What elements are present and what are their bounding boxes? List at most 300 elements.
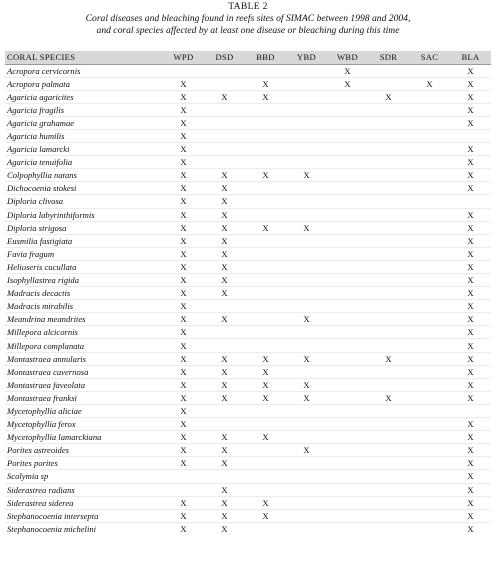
mark-cell-wpd: X — [163, 365, 204, 378]
mark-cell-bbd — [245, 300, 286, 313]
mark-cell-ybd — [286, 274, 327, 287]
species-name: Meandrina meandrites — [5, 313, 163, 326]
mark-cell-wbd — [327, 90, 368, 103]
mark-cell-ybd — [286, 470, 327, 483]
species-name: Dichocoenia stokesi — [5, 182, 163, 195]
species-name: Isophyllastrea rigida — [5, 274, 163, 287]
species-name: Favia fragum — [5, 247, 163, 260]
table-title: TABLE 2 — [228, 1, 268, 12]
mark-cell-wpd — [163, 483, 204, 496]
mark-cell-wbd — [327, 287, 368, 300]
mark-cell-sac — [409, 352, 450, 365]
mark-cell-dsd — [204, 77, 245, 90]
species-name: Porites porites — [5, 457, 163, 470]
species-name: Porites astreoides — [5, 444, 163, 457]
mark-cell-wpd: X — [163, 260, 204, 273]
mark-cell-ybd: X — [286, 444, 327, 457]
mark-cell-bbd — [245, 287, 286, 300]
table-header-row — [5, 51, 491, 64]
mark-cell-bla: X — [450, 365, 491, 378]
mark-cell-sdr — [368, 129, 409, 142]
mark-cell-bla — [450, 195, 491, 208]
mark-cell-wbd — [327, 313, 368, 326]
mark-cell-sac — [409, 182, 450, 195]
mark-cell-bla: X — [450, 391, 491, 404]
mark-cell-bbd — [245, 457, 286, 470]
mark-cell-dsd: X — [204, 444, 245, 457]
mark-cell-sac — [409, 221, 450, 234]
table-row — [5, 352, 491, 365]
mark-cell-dsd: X — [204, 431, 245, 444]
mark-cell-wpd: X — [163, 182, 204, 195]
mark-cell-wpd: X — [163, 274, 204, 287]
species-name: Agaricia fragilis — [5, 103, 163, 116]
mark-cell-wbd — [327, 326, 368, 339]
mark-cell-wbd — [327, 378, 368, 391]
mark-cell-sdr — [368, 287, 409, 300]
mark-cell-bla: X — [450, 287, 491, 300]
mark-cell-ybd — [286, 522, 327, 535]
mark-cell-dsd: X — [204, 260, 245, 273]
mark-cell-ybd — [286, 195, 327, 208]
mark-cell-wbd: X — [327, 64, 368, 77]
mark-cell-wbd — [327, 300, 368, 313]
column-header-dsd: DSD — [204, 51, 245, 64]
mark-cell-ybd — [286, 496, 327, 509]
mark-cell-wpd: X — [163, 418, 204, 431]
mark-cell-dsd — [204, 326, 245, 339]
mark-cell-bbd — [245, 404, 286, 417]
table-row — [5, 444, 491, 457]
mark-cell-ybd — [286, 129, 327, 142]
mark-cell-sdr — [368, 470, 409, 483]
mark-cell-wbd — [327, 444, 368, 457]
mark-cell-bbd — [245, 444, 286, 457]
mark-cell-ybd: X — [286, 221, 327, 234]
mark-cell-wbd — [327, 352, 368, 365]
mark-cell-wbd — [327, 274, 368, 287]
mark-cell-ybd: X — [286, 378, 327, 391]
table-row — [5, 103, 491, 116]
mark-cell-wpd: X — [163, 208, 204, 221]
mark-cell-sdr — [368, 116, 409, 129]
mark-cell-wpd: X — [163, 378, 204, 391]
mark-cell-sdr — [368, 431, 409, 444]
mark-cell-wpd: X — [163, 431, 204, 444]
mark-cell-wbd — [327, 208, 368, 221]
mark-cell-bbd — [245, 313, 286, 326]
mark-cell-wpd: X — [163, 313, 204, 326]
mark-cell-bla: X — [450, 260, 491, 273]
mark-cell-bbd: X — [245, 90, 286, 103]
table-row — [5, 208, 491, 221]
column-header-sdr: SDR — [368, 51, 409, 64]
species-name: Acropora palmata — [5, 77, 163, 90]
mark-cell-sdr — [368, 103, 409, 116]
mark-cell-sac — [409, 457, 450, 470]
mark-cell-bla: X — [450, 234, 491, 247]
mark-cell-wbd — [327, 404, 368, 417]
mark-cell-ybd — [286, 365, 327, 378]
mark-cell-sdr — [368, 247, 409, 260]
mark-cell-bbd — [245, 326, 286, 339]
species-name: Millepora alcicornis — [5, 326, 163, 339]
mark-cell-dsd: X — [204, 169, 245, 182]
mark-cell-wbd — [327, 182, 368, 195]
mark-cell-sdr — [368, 234, 409, 247]
mark-cell-ybd — [286, 116, 327, 129]
mark-cell-dsd — [204, 143, 245, 156]
mark-cell-wbd — [327, 431, 368, 444]
mark-cell-bbd: X — [245, 509, 286, 522]
mark-cell-dsd: X — [204, 391, 245, 404]
mark-cell-wpd: X — [163, 391, 204, 404]
mark-cell-dsd — [204, 404, 245, 417]
mark-cell-wpd: X — [163, 90, 204, 103]
mark-cell-bla: X — [450, 470, 491, 483]
species-name: Madracis decactis — [5, 287, 163, 300]
mark-cell-bbd — [245, 234, 286, 247]
table-row — [5, 143, 491, 156]
mark-cell-sac — [409, 208, 450, 221]
mark-cell-wpd: X — [163, 103, 204, 116]
mark-cell-wpd: X — [163, 234, 204, 247]
mark-cell-dsd — [204, 339, 245, 352]
mark-cell-sdr — [368, 326, 409, 339]
mark-cell-bla: X — [450, 247, 491, 260]
mark-cell-sac — [409, 247, 450, 260]
mark-cell-ybd — [286, 431, 327, 444]
table-row — [5, 404, 491, 417]
species-name: Stephanocoenia michelini — [7, 524, 97, 535]
species-name: Montastraea annularis — [5, 352, 163, 365]
mark-cell-ybd — [286, 339, 327, 352]
table-row — [5, 274, 491, 287]
mark-cell-sdr — [368, 143, 409, 156]
mark-cell-dsd: X — [204, 313, 245, 326]
mark-cell-bbd — [245, 182, 286, 195]
mark-cell-wpd: X — [163, 339, 204, 352]
mark-cell-wbd — [327, 457, 368, 470]
species-name: Agaricia grahamae — [5, 116, 163, 129]
table-row — [5, 365, 491, 378]
mark-cell-sdr — [368, 313, 409, 326]
table-row — [5, 418, 491, 431]
mark-cell-bbd — [245, 116, 286, 129]
species-name: Madracis mirabilis — [5, 300, 163, 313]
mark-cell-bla: X — [450, 431, 491, 444]
species-name: Eusmilia fastigiata — [5, 234, 163, 247]
mark-cell-bla: X — [450, 444, 491, 457]
table-row — [5, 470, 491, 483]
mark-cell-bla: X — [450, 313, 491, 326]
table-body — [5, 64, 491, 535]
mark-cell-bla: X — [450, 90, 491, 103]
mark-cell-wbd — [327, 260, 368, 273]
mark-cell-ybd — [286, 326, 327, 339]
mark-cell-ybd — [286, 90, 327, 103]
mark-cell-bla — [450, 404, 491, 417]
table-row — [5, 378, 491, 391]
mark-cell-sdr — [368, 195, 409, 208]
mark-cell-bbd — [245, 522, 286, 535]
mark-cell-bbd: X — [245, 391, 286, 404]
mark-cell-dsd: X — [204, 90, 245, 103]
mark-cell-dsd: X — [204, 221, 245, 234]
mark-cell-bbd — [245, 339, 286, 352]
mark-cell-wpd: X — [163, 457, 204, 470]
mark-cell-sac — [409, 365, 450, 378]
mark-cell-ybd — [286, 103, 327, 116]
species-name: Mycetophyllia aliciae — [5, 404, 163, 417]
mark-cell-sdr — [368, 509, 409, 522]
mark-cell-sdr — [368, 457, 409, 470]
mark-cell-sac — [409, 418, 450, 431]
mark-cell-ybd — [286, 77, 327, 90]
mark-cell-bla — [450, 129, 491, 142]
mark-cell-ybd: X — [286, 352, 327, 365]
mark-cell-dsd: X — [204, 457, 245, 470]
mark-cell-sac — [409, 444, 450, 457]
mark-cell-sdr — [368, 208, 409, 221]
species-name: Agaricia agaricites — [5, 90, 163, 103]
mark-cell-bbd — [245, 195, 286, 208]
mark-cell-wpd: X — [163, 444, 204, 457]
mark-cell-sdr — [368, 77, 409, 90]
mark-cell-ybd: X — [286, 169, 327, 182]
mark-cell-sac — [409, 169, 450, 182]
species-name: Mycetophyllia lamarckiana — [5, 431, 163, 444]
table-row — [5, 326, 491, 339]
mark-cell-sdr: X — [368, 352, 409, 365]
mark-cell-dsd: X — [204, 287, 245, 300]
mark-cell-dsd — [204, 418, 245, 431]
mark-cell-sdr — [368, 274, 409, 287]
mark-cell-sac — [409, 483, 450, 496]
species-name: Diploria clivosa — [5, 195, 163, 208]
mark-cell-sdr — [368, 260, 409, 273]
mark-cell-sdr — [368, 182, 409, 195]
table-row — [5, 496, 491, 509]
mark-cell-dsd — [204, 470, 245, 483]
mark-cell-ybd — [286, 143, 327, 156]
mark-cell-sac — [409, 195, 450, 208]
mark-cell-sac — [409, 391, 450, 404]
mark-cell-ybd: X — [286, 391, 327, 404]
mark-cell-sdr: X — [368, 391, 409, 404]
mark-cell-bbd — [245, 247, 286, 260]
mark-cell-wpd: X — [163, 496, 204, 509]
mark-cell-dsd: X — [204, 182, 245, 195]
mark-cell-ybd — [286, 234, 327, 247]
mark-cell-sac — [409, 90, 450, 103]
column-header-species: CORAL SPECIES — [5, 51, 163, 64]
species-name: Scolymia sp — [5, 470, 163, 483]
column-header-wpd: WPD — [163, 51, 204, 64]
mark-cell-sac — [409, 404, 450, 417]
table-row — [5, 64, 491, 77]
mark-cell-bla: X — [450, 352, 491, 365]
mark-cell-wpd — [163, 470, 204, 483]
mark-cell-wpd: X — [163, 404, 204, 417]
mark-cell-dsd: X — [204, 208, 245, 221]
mark-cell-wpd: X — [163, 77, 204, 90]
mark-cell-dsd — [204, 156, 245, 169]
mark-cell-bbd: X — [245, 169, 286, 182]
species-name: Siderastrea radians — [5, 483, 163, 496]
mark-cell-sdr — [368, 300, 409, 313]
mark-cell-wbd — [327, 470, 368, 483]
mark-cell-bla: X — [450, 300, 491, 313]
mark-cell-dsd — [204, 103, 245, 116]
mark-cell-wbd: X — [327, 77, 368, 90]
mark-cell-wbd — [327, 339, 368, 352]
mark-cell-bla: X — [450, 208, 491, 221]
mark-cell-wpd: X — [163, 326, 204, 339]
mark-cell-bla: X — [450, 77, 491, 90]
mark-cell-sac — [409, 129, 450, 142]
mark-cell-dsd: X — [204, 365, 245, 378]
table-row — [5, 195, 491, 208]
mark-cell-sac — [409, 339, 450, 352]
table-row — [5, 156, 491, 169]
table-row — [5, 116, 491, 129]
mark-cell-sac — [409, 326, 450, 339]
mark-cell-bla: X — [450, 182, 491, 195]
mark-cell-sdr — [368, 64, 409, 77]
mark-cell-sac: X — [409, 77, 450, 90]
mark-cell-dsd: X — [204, 496, 245, 509]
table-row — [5, 339, 491, 352]
mark-cell-ybd — [286, 182, 327, 195]
mark-cell-bla: X — [450, 509, 491, 522]
mark-cell-sac — [409, 300, 450, 313]
mark-cell-bla: X — [450, 221, 491, 234]
mark-cell-sdr — [368, 169, 409, 182]
table-row — [5, 457, 491, 470]
mark-cell-sdr: X — [368, 90, 409, 103]
mark-cell-bla: X — [450, 274, 491, 287]
species-name: Montastraea franksi — [5, 391, 163, 404]
mark-cell-bla: X — [450, 496, 491, 509]
species-name: Agaricia humilis — [5, 129, 163, 142]
mark-cell-ybd — [286, 418, 327, 431]
species-name: Montastraea faveolata — [5, 378, 163, 391]
table-row — [5, 77, 491, 90]
mark-cell-bbd — [245, 418, 286, 431]
mark-cell-dsd: X — [204, 483, 245, 496]
mark-cell-bbd — [245, 143, 286, 156]
table-row — [5, 483, 491, 496]
mark-cell-bbd — [245, 260, 286, 273]
table-row — [5, 287, 491, 300]
mark-cell-ybd — [286, 156, 327, 169]
mark-cell-wbd — [327, 129, 368, 142]
mark-cell-sdr — [368, 378, 409, 391]
mark-cell-ybd — [286, 483, 327, 496]
mark-cell-sac — [409, 260, 450, 273]
mark-cell-wbd — [327, 522, 368, 535]
table-row — [5, 169, 491, 182]
species-name: Diploria labyrinthiformis — [5, 208, 163, 221]
column-header-sac: SAC — [409, 51, 450, 64]
column-header-bbd: BBD — [245, 51, 286, 64]
mark-cell-dsd: X — [204, 378, 245, 391]
mark-cell-wpd: X — [163, 169, 204, 182]
mark-cell-ybd — [286, 287, 327, 300]
table-row — [5, 300, 491, 313]
mark-cell-sac — [409, 470, 450, 483]
species-name: Agaricia tenuifolia — [5, 156, 163, 169]
mark-cell-bla: X — [450, 418, 491, 431]
column-header-wbd: WBD — [327, 51, 368, 64]
mark-cell-wpd: X — [163, 509, 204, 522]
caption-line-2: and coral species affected by at least one disease or bleaching during this time — [96, 25, 400, 36]
mark-cell-sdr — [368, 404, 409, 417]
mark-cell-dsd — [204, 116, 245, 129]
mark-cell-ybd — [286, 300, 327, 313]
mark-cell-wpd — [163, 64, 204, 77]
table-row — [5, 247, 491, 260]
table-row — [5, 221, 491, 234]
mark-cell-ybd: X — [286, 313, 327, 326]
mark-cell-wpd: X — [180, 524, 187, 535]
species-name: Montastraea cavernosa — [5, 365, 163, 378]
table-row — [5, 522, 491, 535]
table-caption — [0, 0, 496, 37]
mark-cell-wpd: X — [163, 287, 204, 300]
mark-cell-bbd — [245, 103, 286, 116]
column-header-ybd: YBD — [286, 51, 327, 64]
species-name: Diploria strigosa — [5, 221, 163, 234]
mark-cell-sac — [409, 496, 450, 509]
species-name: Acropora cervicornis — [5, 64, 163, 77]
table-row — [5, 431, 491, 444]
mark-cell-wbd — [327, 143, 368, 156]
table-row — [5, 509, 491, 522]
mark-cell-sdr — [368, 156, 409, 169]
mark-cell-ybd — [286, 260, 327, 273]
table-row — [5, 260, 491, 273]
mark-cell-wbd — [327, 195, 368, 208]
mark-cell-sdr — [368, 496, 409, 509]
mark-cell-wpd: X — [163, 129, 204, 142]
mark-cell-wbd — [327, 418, 368, 431]
mark-cell-bbd: X — [245, 365, 286, 378]
mark-cell-sac — [409, 64, 450, 77]
species-name: Stephanocoenia intersepta — [5, 509, 163, 522]
mark-cell-bbd — [245, 129, 286, 142]
table-row — [5, 182, 491, 195]
mark-cell-sac — [409, 234, 450, 247]
mark-cell-wbd — [327, 509, 368, 522]
mark-cell-sdr — [368, 365, 409, 378]
mark-cell-bla: X — [450, 169, 491, 182]
mark-cell-bbd — [245, 208, 286, 221]
mark-cell-bla: X — [467, 524, 474, 535]
mark-cell-sac — [409, 274, 450, 287]
mark-cell-dsd: X — [204, 195, 245, 208]
mark-cell-sac — [409, 103, 450, 116]
mark-cell-bla: X — [450, 103, 491, 116]
mark-cell-dsd — [204, 300, 245, 313]
mark-cell-sdr — [368, 339, 409, 352]
mark-cell-wpd: X — [163, 143, 204, 156]
mark-cell-dsd: X — [221, 524, 228, 535]
mark-cell-bla: X — [450, 457, 491, 470]
mark-cell-sdr — [368, 221, 409, 234]
mark-cell-wpd: X — [163, 156, 204, 169]
